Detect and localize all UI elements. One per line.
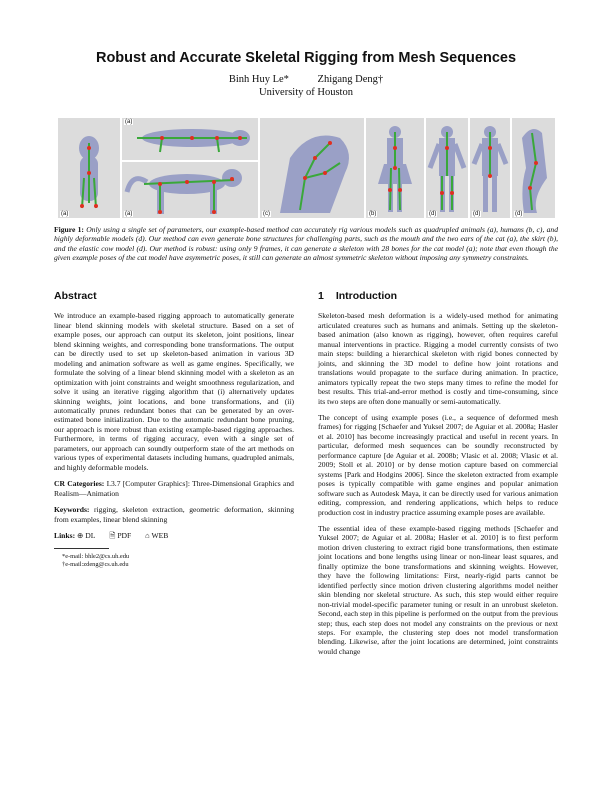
links-row	[54, 531, 294, 540]
intro-paragraph-2: The concept of using example poses (i.e., a sequence of deformed mesh frames) for rigging [Schaefer and Yuksel 2007; de Aguiar et al. 2008a; Hasler et al. 2010] has become increasingly practical and useful in recent years. In particular, deformed mesh sequences can be soundly reconstructed by performance capture [de Aguiar et al. 2008b; Vlasic et al. 2008; Vlasic et al. 2009; Stoll et al. 2010] or by dense motion capture based on commercial systems [Park and Hodgins 2006]. Since the skeleton extracted from example poses is typically compatible with game engines and popular animation software such as Autodesk Maya, it can be directly used for various animation editing, compression, and rendering applications, which helps to reduce production cost in industry practice assuming example poses are available.	[318, 412, 558, 517]
footnote-2: †e-mail:zdeng@cs.uh.edu	[62, 561, 129, 569]
panel-label: (c)	[263, 211, 270, 217]
panel-label: (d)	[515, 211, 523, 217]
cow-illustration-3	[512, 118, 555, 218]
paper-title: Robust and Accurate Skeletal Rigging from Mesh Sequences	[95, 50, 517, 66]
links-label: Links:	[54, 530, 76, 540]
figure-panel-cow-1	[426, 118, 468, 218]
intro-paragraph-3: The essential idea of these example-based rigging methods [Schaefer and Yuksel 2007; de Aguiar et al. 2008a; Hasler et al. 2010] is to first perform motion driven clustering to extract rigid bone transformations, then estimate joint locations and bone lengths using linear or non-linear least squares, and finally optimize the bone transformations and skinning weights. However, they have the following limitations: First, nearly-rigid parts cannot be identified perfectly since motion driven clustering algorithms model neither skin blending nor skeletal structure. As such, this step would either require non-trivial model-specific parameter tuning or result in an unrobust skeleton. Second, each step in this pipeline is performed on the output from the previous step; thus, each step does not model any constraints on the previous or next steps. For example, the clustering step does not model transformation blending. Likewise, after the joint locations are determined, joint constraints would change	[318, 523, 558, 656]
figure-panel-cat-front	[58, 118, 120, 218]
keywords	[54, 505, 294, 524]
pdf-link-text: PDF	[117, 530, 132, 540]
abstract-heading: Abstract	[54, 290, 97, 302]
panel-label: (b)	[369, 211, 377, 217]
figure-panel-human-b	[366, 118, 424, 218]
left-column	[54, 292, 294, 569]
footnote-divider	[54, 548, 109, 549]
cow-illustration-1	[426, 118, 468, 218]
cr-text: I.3.7 [Computer Graphics]: Three-Dimensional Graphics and Realism—Animation	[54, 479, 294, 498]
panel-label: (d)	[429, 211, 437, 217]
cat-side-illustration	[122, 162, 258, 218]
intro-paragraph-1: Skeleton-based mesh deformation is a widely-used method for animating articulated creatures such as humans and animals. Setting up the skeleton-based animation (also known as rigging), however, often requires careful manual interventions in practice. Rigging a model currently consists of two main steps: building a hierarchical skeleton with rigid bones connected by joints, and skinning the 3D model to define how joint rotations and translations would propagate to the surface during animation. In practice, animators typically repeat the two steps many times to refine the model for best results. This trial-and-error method is costly and time-consuming, since its two steps are often done manually or semi-automatically.	[318, 311, 558, 406]
right-column	[318, 292, 558, 663]
figure-panel-cow-2	[470, 118, 510, 218]
teaser-figure	[58, 118, 555, 218]
figure-caption	[54, 225, 558, 263]
cow-illustration-2	[470, 118, 510, 218]
figure-panel-cat-side	[122, 162, 258, 218]
panel-label: (a)	[61, 211, 69, 217]
section-number: 1	[318, 290, 324, 302]
hand-illustration	[260, 118, 364, 218]
caption-label: Figure 1:	[54, 225, 84, 234]
keywords-label: Keywords:	[54, 505, 90, 515]
human-skirt-illustration	[366, 118, 424, 218]
author-line	[0, 74, 612, 85]
keywords-text: rigging, skeleton extraction, geometric deformation, skinning from examples, linear blend skinning	[54, 505, 294, 524]
abstract-text: We introduce an example-based rigging approach to automatically generate linear blend skinning models with skeletal structure. Based on a set of example poses, our approach can output its skeleton, joint positions, linear blend skinning weights, and corresponding bone transformations. The output can be directly used to set up skeleton-based animation in various 3D modeling and animation software as well as game engines. Specifically, we formulate the solving of a linear blend skinning model with a skeleton as an optimization with joint constraints and weight smoothness regularization, and solve it using an iterative rigging algorithm that (i) alternatively updates skinning weights, joint locations, and bone transformations, and (ii) automatically prunes redundant bones that can be generated by an over-estimated bone initialization. Due to the automatic redundant bone pruning, our approach is more robust than existing example-based rigging approaches. Furthermore, in terms of rigging accuracy, even with a single set of parameters, our approach can soundly outperform state of the art methods on various types of experimental datasets including humans, quadrupled animals, and highly deformable models.	[54, 311, 294, 472]
figure-panel-cat-top	[122, 118, 258, 160]
cat-front-illustration	[58, 118, 120, 218]
web-link-text: WEB	[151, 530, 169, 540]
caption-text: Only using a single set of parameters, our example-based method can accurately rig various models such as quadrupled animals (a), humans (b, c), and highly deformable models (d). Our method can even generate bone structures for challenging parts, such as the mouth and the two ears of the cat (a), the skirt (b), and the elastic cow model (d). Our method is robust: using only 9 frames, it can generate a skeleton with 28 bones for the cat model (a); note that even though the given example poses of the cat model have asymmetric poses, it still can generate an almost symmetric skeleton without imposing any symmetry constraints.	[54, 225, 558, 263]
web-link[interactable]: ⌂ WEB	[145, 530, 169, 540]
intro-heading	[318, 292, 558, 301]
panel-label: (a)	[125, 211, 133, 217]
author-2: Zhigang Deng†	[317, 74, 384, 85]
panel-label: (a)	[125, 119, 133, 125]
figure-panel-cow-3	[512, 118, 555, 218]
panel-label: (d)	[473, 211, 481, 217]
affiliation: University of Houston	[259, 87, 353, 98]
figure-panel-hand	[260, 118, 364, 218]
section-title: Introduction	[335, 290, 398, 302]
cr-categories	[54, 479, 294, 498]
dl-link[interactable]: ⊕ DL	[77, 530, 96, 540]
cat-top-illustration	[122, 118, 258, 160]
cr-label: CR Categories:	[54, 479, 105, 489]
dl-link-text: DL	[85, 530, 96, 540]
pdf-link[interactable]: 🗎 PDF	[109, 530, 132, 540]
author-1: Binh Huy Le*	[228, 74, 289, 85]
footnote-1: *e-mail: bhle2@cs.uh.edu	[62, 553, 130, 561]
